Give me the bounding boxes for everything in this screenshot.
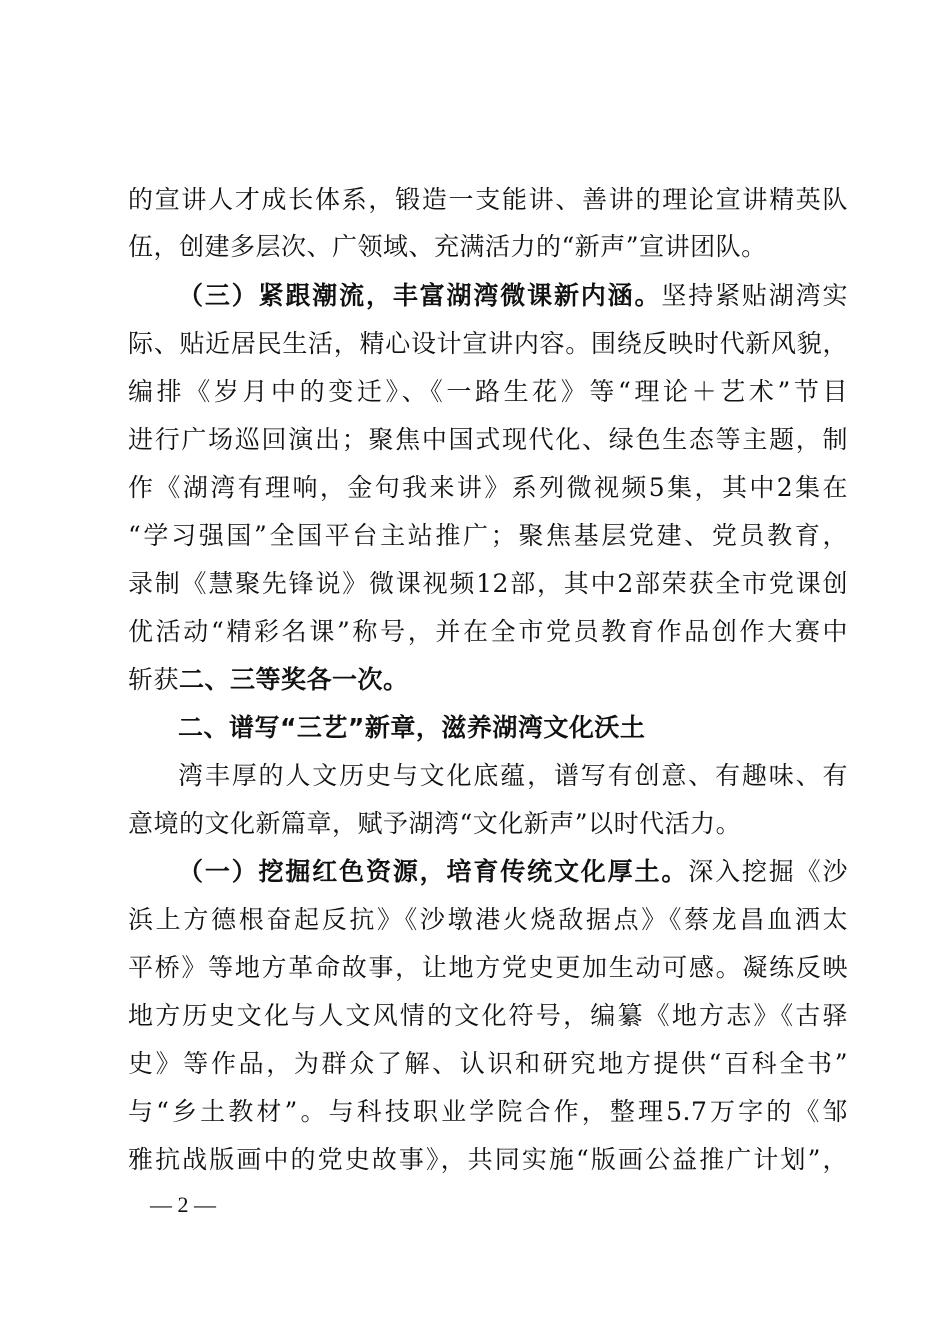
paragraph-lead-line (178, 852, 848, 892)
text-line: 浜上方德根奋起反抗》《沙墩港火烧敌据点》《蔡龙昌血洒太 (128, 905, 848, 934)
text-line (128, 660, 848, 700)
text-line: 雅抗战版画中的党史故事》，共同实施“版画公益推广计划”， (128, 1145, 848, 1174)
paragraph-lead-line (178, 276, 848, 316)
text-line: 地方历史文化与人文风情的文化符号，编纂《地方志》《古驿 (128, 1001, 848, 1030)
text-normal: 斩获 (128, 665, 180, 694)
section-heading: 二、谱写“三艺”新章，滋养湖湾文化沃土 (178, 713, 646, 742)
paragraph-lead-heading: （一）挖掘红色资源，培育传统文化厚土。 (178, 857, 689, 886)
text-line: 伍，创建多层次、广领域、充满活力的“新声”宣讲团队。 (128, 232, 767, 261)
text-line: 与“乡土教材”。与科技职业学院合作，整理5.7万字的《邹 (128, 1097, 848, 1126)
text-line: 际、贴近居民生活，精心设计宣讲内容。围绕反映时代新风貌， (128, 329, 848, 358)
text-line: 优活动“精彩名课”称号，并在全市党员教育作品创作大赛中 (128, 617, 848, 646)
text-line: 录制《慧聚先锋说》微课视频12部，其中2部荣获全市党课创 (128, 569, 848, 598)
text-bold: 二、三等奖各一次。 (179, 665, 409, 694)
paragraph-lead-tail: 坚持紧贴湖湾实 (661, 281, 848, 310)
paragraph-lead-tail: 深入挖掘《沙 (688, 857, 848, 886)
text-line: 进行广场巡回演出；聚焦中国式现代化、绿色生态等主题，制 (128, 425, 848, 454)
text-line: 作《湖湾有理响，金句我来讲》系列微视频5集，其中2集在 (128, 473, 848, 502)
text-line: 湾丰厚的人文历史与文化底蕴，谱写有创意、有趣味、有 (178, 761, 848, 790)
text-line: 意境的文化新篇章，赋予湖湾“文化新声”以时代活力。 (128, 809, 742, 838)
text-line: 的宣讲人才成长体系，锻造一支能讲、善讲的理论宣讲精英队 (128, 185, 848, 214)
text-line: 平桥》等地方革命故事，让地方党史更加生动可感。凝练反映 (128, 953, 848, 982)
paragraph-lead-heading: （三）紧跟潮流，丰富湖湾微课新内涵。 (178, 281, 662, 310)
text-line: 编排《岁月中的变迁》、《一路生花》等“理论＋艺术”节目 (128, 377, 848, 406)
text-line: “学习强国”全国平台主站推广；聚焦基层党建、党员教育， (128, 521, 848, 550)
text-line: 史》等作品，为群众了解、认识和研究地方提供“百科全书” (128, 1049, 848, 1078)
page-number: — 2 — (150, 1192, 216, 1217)
